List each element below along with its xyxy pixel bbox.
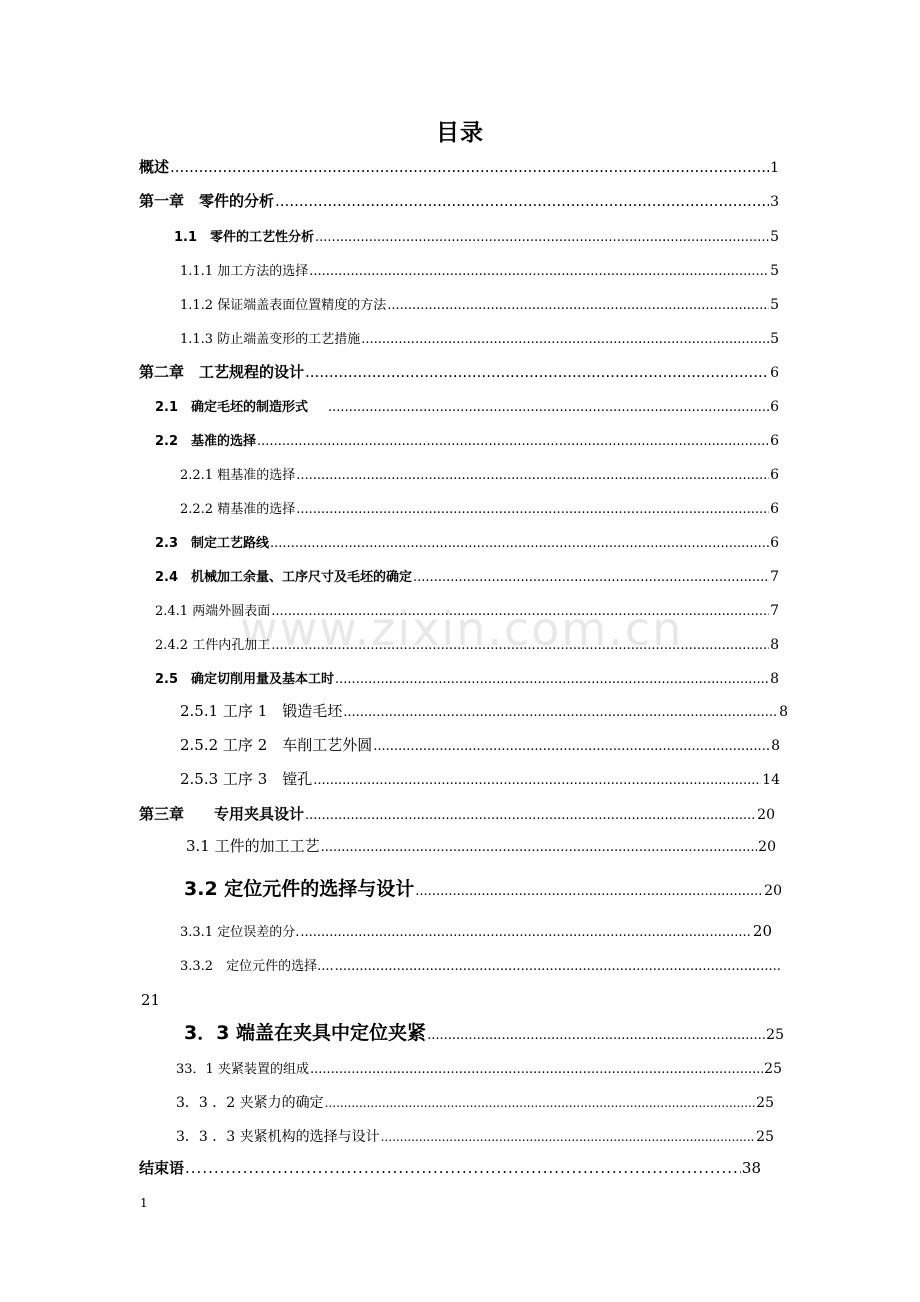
toc-entry-page: 5 xyxy=(770,297,779,313)
toc-entry-page: 25 xyxy=(756,1095,774,1111)
dot-leader xyxy=(387,298,769,313)
toc-entry[interactable] xyxy=(180,464,779,483)
toc-entry[interactable] xyxy=(176,1058,782,1077)
toc-entry[interactable] xyxy=(155,634,779,653)
toc-entry-page: 5 xyxy=(770,331,779,347)
toc-entry[interactable] xyxy=(176,1126,774,1146)
toc-entry-label: 2.2.2 精基准的选择 xyxy=(180,502,296,517)
toc-entry[interactable] xyxy=(180,768,780,789)
dot-leader xyxy=(321,840,758,855)
toc-entry-page: 8 xyxy=(770,671,779,687)
toc-entry-label: 3．3 ．3 夹紧机构的选择与设计 xyxy=(176,1129,380,1145)
dot-leader xyxy=(315,230,769,245)
toc-entry-label: 3.3.2 定位元件的选择.... xyxy=(180,959,334,974)
toc-entry[interactable] xyxy=(155,396,779,415)
toc-entry-label: 第一章 零件的分析 xyxy=(139,192,275,210)
dot-leader xyxy=(275,192,769,210)
toc-entry[interactable] xyxy=(180,294,779,313)
toc-entry-label: 3．3 ．2 夹紧力的确定 xyxy=(176,1095,324,1111)
dot-leader xyxy=(415,884,763,899)
toc-entry[interactable] xyxy=(139,803,775,824)
dot-leader xyxy=(170,158,769,176)
toc-entry-label: 2.4.2 工件内孔加工 xyxy=(155,638,271,653)
toc-entry-page: 5 xyxy=(770,263,779,279)
toc-entry-label: 33．1 夹紧装置的组成 xyxy=(176,1062,309,1077)
toc-entry[interactable] xyxy=(180,955,782,974)
dot-leader xyxy=(413,570,769,585)
page-title: 目录 xyxy=(436,120,484,146)
dot-leader xyxy=(309,264,769,279)
toc-entry-label: 3.1 工件的加工工艺 xyxy=(186,837,320,855)
toc-entry-page: 21 xyxy=(141,991,161,1009)
dot-leader xyxy=(296,502,769,517)
toc-entry-label: 1.1.2 保证端盖表面位置精度的方法 xyxy=(180,298,387,313)
toc-entry-label: 3．3 端盖在夹具中定位夹紧 xyxy=(184,1022,427,1044)
toc-entry-label: 第二章 工艺规程的设计 xyxy=(139,363,305,381)
toc-entry[interactable] xyxy=(139,156,779,177)
toc-entry-page: 3 xyxy=(770,194,779,210)
toc-entry-page: 7 xyxy=(770,569,779,585)
toc-entry[interactable] xyxy=(180,734,780,755)
toc-entry-page: 6 xyxy=(770,399,779,415)
dot-leader xyxy=(335,959,781,974)
dot-leader xyxy=(381,1130,756,1144)
dot-leader xyxy=(427,1028,765,1043)
toc-entry[interactable] xyxy=(176,1092,774,1112)
dot-leader xyxy=(271,604,769,619)
toc-entry-label: 第三章 专用夹具设计 xyxy=(139,805,305,823)
toc-entry-page: 6 xyxy=(770,433,779,449)
watermark-text: www.zixin.com.cn xyxy=(240,602,684,656)
toc-entry[interactable] xyxy=(180,921,772,940)
dot-leader xyxy=(270,536,769,551)
toc-entry[interactable] xyxy=(139,190,779,211)
toc-entry[interactable] xyxy=(174,226,779,245)
toc-entry-page: 20 xyxy=(752,922,772,940)
toc-entry[interactable] xyxy=(139,1157,761,1178)
toc-entry[interactable] xyxy=(180,498,779,517)
dot-leader xyxy=(313,773,761,788)
toc-entry-page: 20 xyxy=(758,839,776,855)
dot-leader xyxy=(373,739,770,754)
toc-entry[interactable] xyxy=(184,874,782,901)
toc-entry-label: 1.1 零件的工艺性分析 xyxy=(174,230,315,245)
toc-entry-label: 结束语 xyxy=(139,1159,185,1177)
toc-entry-page: 1 xyxy=(770,160,779,176)
toc-entry-page: 20 xyxy=(757,807,775,823)
toc-entry-page: 14 xyxy=(762,772,780,788)
toc-entry[interactable] xyxy=(155,430,779,449)
toc-entry-label: 2.1 确定毛坯的制造形式 xyxy=(155,400,309,415)
dot-leader xyxy=(296,468,769,483)
footer-page-number: 1 xyxy=(140,1196,148,1210)
dot-leader xyxy=(305,808,756,823)
toc-entry-page: 25 xyxy=(764,1061,782,1077)
toc-entry-page: 8 xyxy=(770,637,779,653)
toc-entry-label: 2.4 机械加工余量、工序尺寸及毛坯的确定 xyxy=(155,570,413,585)
toc-entry[interactable] xyxy=(155,600,779,619)
toc-entry-label: 概述 xyxy=(139,158,170,176)
toc-entry[interactable] xyxy=(180,260,779,279)
toc-entry-label: 3.2 定位元件的选择与设计 xyxy=(184,878,415,900)
toc-entry-page: 5 xyxy=(770,229,779,245)
toc-entry[interactable] xyxy=(155,566,779,585)
dot-leader xyxy=(271,638,769,653)
toc-entry-label: 1.1.3 防止端盖变形的工艺措施 xyxy=(180,332,361,347)
toc-entry-page: 38 xyxy=(741,1159,761,1177)
toc-entry-label: 1.1.1 加工方法的选择 xyxy=(180,264,309,279)
toc-entry-label: 2.5.2 工序 2 车削工艺外圆 xyxy=(180,736,373,754)
dot-leader xyxy=(328,400,769,415)
toc-entry[interactable] xyxy=(139,361,779,382)
dot-leader xyxy=(335,672,769,687)
toc-entry-page: 25 xyxy=(756,1129,774,1145)
toc-entry-label: 2.5 确定切削用量及基本工时 xyxy=(155,672,335,687)
toc-entry-label: 2.2.1 粗基准的选择 xyxy=(180,468,296,483)
toc-entry-page: 20 xyxy=(764,883,782,899)
toc-entry-page: 6 xyxy=(770,467,779,483)
toc-entry-label: 2.4.1 两端外圆表面 xyxy=(155,604,271,619)
dot-leader xyxy=(361,332,769,347)
toc-entry[interactable] xyxy=(180,700,788,721)
toc-entry-page: 6 xyxy=(770,535,779,551)
toc-entry[interactable] xyxy=(155,668,779,687)
toc-entry-page: 6 xyxy=(770,501,779,517)
dot-leader xyxy=(325,1096,756,1110)
toc-entry-label: 3.3.1 定位误差的分. xyxy=(180,925,300,940)
toc-entry-label: 2.2 基准的选择 xyxy=(155,434,257,449)
toc-entry-page: 25 xyxy=(766,1027,784,1043)
toc-entry[interactable] xyxy=(180,328,779,347)
dot-leader xyxy=(257,434,769,449)
toc-entry-label: 2.3 制定工艺路线 xyxy=(155,536,270,551)
toc-entry-page: 8 xyxy=(771,738,780,754)
toc-entry[interactable] xyxy=(155,532,779,551)
dot-leader xyxy=(310,1062,763,1077)
toc-entry[interactable] xyxy=(184,1018,784,1045)
dot-leader xyxy=(305,363,769,381)
toc-entry-page: 7 xyxy=(770,603,779,619)
toc-entry-label: 2.5.3 工序 3 镗孔 xyxy=(180,770,313,788)
toc-entry-page: 8 xyxy=(779,704,788,720)
toc-entry-page: 6 xyxy=(770,365,779,381)
dot-leader xyxy=(300,925,752,940)
toc-entry[interactable] xyxy=(186,835,776,856)
dot-leader xyxy=(343,705,778,720)
dot-leader xyxy=(185,1159,741,1177)
toc-entry-label: 2.5.1 工序 1 锻造毛坯 xyxy=(180,702,343,720)
